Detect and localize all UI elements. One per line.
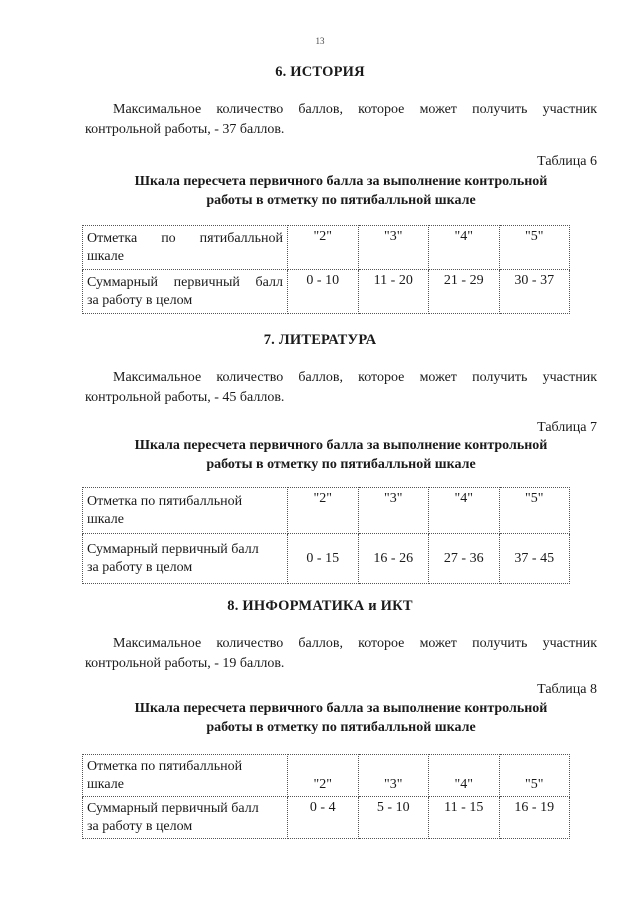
paragraph-line: контрольной работы, - 37 баллов.: [85, 122, 285, 137]
score-table-6: [82, 225, 570, 314]
row-header-score: Суммарный первичный балл за работу в целом: [83, 534, 288, 584]
score-range-cell: 30 - 37: [499, 270, 570, 314]
score-range-cell: 11 - 15: [429, 797, 500, 839]
table-title: [85, 436, 597, 474]
section-paragraph-history: [85, 100, 597, 140]
grade-cell: "5": [499, 488, 570, 534]
table-title-line: Шкала пересчета первичного балла за выполнение контрольной: [134, 438, 548, 453]
row-header-grade: Отметка по пятибалльной шкале: [83, 488, 288, 534]
grade-cell: "3": [358, 755, 429, 797]
table-row: [83, 270, 570, 314]
table-title-line: работы в отметку по пятибалльной шкале: [206, 457, 476, 472]
paragraph-line: Максимальное количество баллов, которое может получить участник: [113, 370, 597, 385]
paragraph-line: Максимальное количество баллов, которое может получить участник: [113, 102, 597, 117]
grade-cell: "5": [499, 755, 570, 797]
score-range-cell: 37 - 45: [499, 534, 570, 584]
score-range-cell: 0 - 15: [288, 534, 359, 584]
paragraph-line: контрольной работы, - 19 баллов.: [85, 656, 285, 671]
score-table-7: [82, 487, 570, 584]
score-range-cell: 11 - 20: [358, 270, 429, 314]
table-row: [83, 534, 570, 584]
paragraph-line: Максимальное количество баллов, которое может получить участник: [113, 636, 597, 651]
grade-cell: "3": [358, 488, 429, 534]
table-label: Таблица 7: [537, 420, 597, 435]
row-header-score: Суммарный первичный балл за работу в целом: [83, 270, 288, 314]
grade-cell: "4": [429, 226, 500, 270]
section-heading-informatics: 8. ИНФОРМАТИКА и ИКТ: [227, 598, 413, 614]
score-range-cell: 5 - 10: [358, 797, 429, 839]
score-range-cell: 27 - 36: [429, 534, 500, 584]
table-row: [83, 226, 570, 270]
grade-cell: "4": [429, 488, 500, 534]
section-paragraph-informatics: [85, 634, 597, 674]
table-row: [83, 488, 570, 534]
grade-cell: "5": [499, 226, 570, 270]
score-range-cell: 16 - 19: [499, 797, 570, 839]
grade-cell: "2": [288, 755, 359, 797]
grade-cell: "2": [288, 488, 359, 534]
paragraph-line: контрольной работы, - 45 баллов.: [85, 390, 285, 405]
score-range-cell: 21 - 29: [429, 270, 500, 314]
grade-cell: "2": [288, 226, 359, 270]
grade-cell: "3": [358, 226, 429, 270]
table-label: Таблица 8: [537, 682, 597, 697]
score-range-cell: 0 - 4: [288, 797, 359, 839]
table-title-line: Шкала пересчета первичного балла за выполнение контрольной: [134, 701, 548, 716]
table-title-line: Шкала пересчета первичного балла за выполнение контрольной: [134, 174, 548, 189]
table-title: [85, 172, 597, 210]
row-header-score: Суммарный первичный балл за работу в целом: [83, 797, 288, 839]
section-heading-history: 6. ИСТОРИЯ: [275, 64, 365, 80]
section-paragraph-literature: [85, 368, 597, 408]
table-title-line: работы в отметку по пятибалльной шкале: [206, 720, 476, 735]
score-range-cell: 0 - 10: [288, 270, 359, 314]
row-header-grade: Отметка по пятибалльной шкале: [83, 226, 288, 270]
table-title-line: работы в отметку по пятибалльной шкале: [206, 193, 476, 208]
table-row: [83, 755, 570, 797]
table-label: Таблица 6: [537, 154, 597, 169]
score-range-cell: 16 - 26: [358, 534, 429, 584]
score-table-8: [82, 754, 570, 839]
grade-cell: "4": [429, 755, 500, 797]
page-number: 13: [315, 36, 325, 46]
table-row: [83, 797, 570, 839]
table-title: [85, 699, 597, 737]
row-header-grade: Отметка по пятибалльной шкале: [83, 755, 288, 797]
section-heading-literature: 7. ЛИТЕРАТУРА: [263, 332, 377, 348]
